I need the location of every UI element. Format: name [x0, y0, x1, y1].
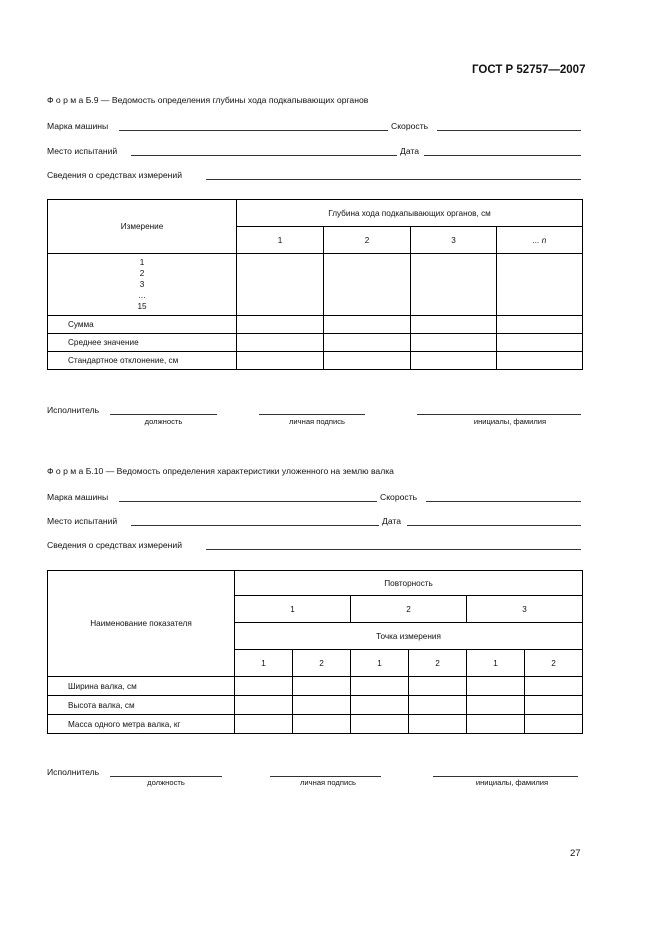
form10-position-line[interactable] [110, 776, 222, 777]
table-cell[interactable] [409, 715, 467, 734]
form10-machine-label: Марка машины [47, 492, 109, 502]
form10-date-line[interactable] [407, 525, 581, 526]
table-cell[interactable] [293, 696, 351, 715]
table-cell[interactable] [467, 677, 525, 696]
form9-machine-line[interactable] [119, 130, 388, 131]
table-cell[interactable] [525, 696, 583, 715]
form10-point: 1 [235, 650, 293, 677]
form9-speed-line[interactable] [437, 130, 581, 131]
form10-signature-line[interactable] [270, 776, 381, 777]
form10-point: 1 [351, 650, 409, 677]
form9-machine-label: Марка машины [47, 121, 109, 131]
form10-row-height: Высота валка, см [48, 696, 235, 715]
table-cell[interactable] [497, 316, 583, 334]
form9-instruments-label: Сведения о средствах измерений [47, 170, 182, 180]
form10-name-line[interactable] [433, 776, 578, 777]
form9-place-line[interactable] [131, 155, 397, 156]
form9-col-3: 3 [411, 227, 497, 254]
form9-position-caption: должность [144, 417, 183, 426]
table-cell[interactable] [235, 715, 293, 734]
table-cell[interactable] [467, 696, 525, 715]
table-cell[interactable] [525, 715, 583, 734]
form10-point: 2 [293, 650, 351, 677]
form10-col-indicator: Наименование показателя [48, 571, 235, 677]
measure-number: 1 [139, 258, 145, 267]
table-cell[interactable] [411, 352, 497, 370]
table-cell[interactable] [351, 677, 409, 696]
table-cell[interactable] [324, 352, 411, 370]
form9-col-2: 2 [324, 227, 411, 254]
table-cell[interactable] [411, 334, 497, 352]
form9-name-caption: инициалы, фамилия [473, 417, 547, 426]
standard-number: ГОСТ Р 52757—2007 [472, 64, 586, 76]
form9-measure-numbers [48, 254, 237, 316]
form9-title: Ф о р м а Б.9 — Ведомость определения глубины хода подкапывающих органов [47, 95, 369, 105]
table-cell[interactable] [497, 334, 583, 352]
form9-signature-line[interactable] [259, 414, 365, 415]
form9-row-sum: Сумма [48, 316, 237, 334]
form10-speed-line[interactable] [426, 501, 581, 502]
form9-date-label: Дата [400, 146, 420, 156]
form10-repeat-2: 2 [351, 596, 467, 623]
table-cell[interactable] [467, 715, 525, 734]
form9-position-line[interactable] [110, 414, 217, 415]
measure-number: 3 [139, 280, 145, 289]
form10-title: Ф о р м а Б.10 — Ведомость определения характеристики уложенного на землю валка [47, 466, 394, 476]
table-cell[interactable] [324, 254, 411, 316]
table-cell[interactable] [237, 352, 324, 370]
table-cell[interactable] [525, 677, 583, 696]
form10-repeat-header: Повторность [235, 571, 583, 596]
measure-number: 15 [137, 302, 147, 311]
form10-repeat-1: 1 [235, 596, 351, 623]
table-cell[interactable] [324, 334, 411, 352]
form9-signature-caption: личная подпись [289, 417, 345, 426]
form10-instruments-label: Сведения о средствах измерений [47, 540, 182, 550]
table-cell[interactable] [409, 696, 467, 715]
form10-instruments-line[interactable] [206, 549, 581, 550]
form10-row-mass: Масса одного метра валка, кг [48, 715, 235, 734]
form10-speed-label: Скорость [380, 492, 418, 502]
table-cell[interactable] [237, 334, 324, 352]
table-cell[interactable] [497, 254, 583, 316]
form10-executor-label: Исполнитель [47, 767, 100, 777]
form10-point: 2 [525, 650, 583, 677]
table-cell[interactable] [237, 316, 324, 334]
form9-place-label: Место испытаний [47, 146, 118, 156]
table-cell[interactable] [324, 316, 411, 334]
form10-place-label: Место испытаний [47, 516, 118, 526]
form9-col-1: 1 [237, 227, 324, 254]
measure-number: 2 [139, 269, 145, 278]
form9-table [47, 199, 583, 370]
table-cell[interactable] [409, 677, 467, 696]
form9-group-header: Глубина хода подкапывающих органов, см [237, 200, 583, 227]
table-cell[interactable] [351, 715, 409, 734]
form9-col-measure: Измерение [48, 200, 237, 254]
form10-point: 1 [467, 650, 525, 677]
form10-table [47, 570, 583, 734]
form9-name-line[interactable] [417, 414, 581, 415]
form9-date-line[interactable] [424, 155, 581, 156]
table-cell[interactable] [411, 254, 497, 316]
form10-repeat-3: 3 [467, 596, 583, 623]
table-cell[interactable] [411, 316, 497, 334]
form10-row-width: Ширина валка, см [48, 677, 235, 696]
form10-machine-line[interactable] [119, 501, 377, 502]
page-number: 27 [570, 848, 581, 859]
table-cell[interactable] [235, 677, 293, 696]
measure-number: … [137, 291, 147, 300]
form9-executor-label: Исполнитель [47, 405, 100, 415]
form10-position-caption: должность [147, 778, 185, 787]
table-cell[interactable] [497, 352, 583, 370]
form9-speed-label: Скорость [391, 121, 429, 131]
table-cell[interactable] [235, 696, 293, 715]
form10-point-header: Точка измерения [235, 623, 583, 650]
table-cell[interactable] [293, 715, 351, 734]
form9-instruments-line[interactable] [206, 179, 581, 180]
form9-row-mean: Среднее значение [48, 334, 237, 352]
form10-name-caption: инициалы, фамилия [475, 778, 549, 787]
form9-row-stddev: Стандартное отклонение, см [48, 352, 237, 370]
form9-col-n: ... n [497, 227, 583, 254]
table-cell[interactable] [293, 677, 351, 696]
form10-signature-caption: личная подпись [300, 778, 356, 787]
form10-place-line[interactable] [131, 525, 379, 526]
form10-point: 2 [409, 650, 467, 677]
table-cell[interactable] [351, 696, 409, 715]
table-cell[interactable] [237, 254, 324, 316]
form10-date-label: Дата [382, 516, 402, 526]
